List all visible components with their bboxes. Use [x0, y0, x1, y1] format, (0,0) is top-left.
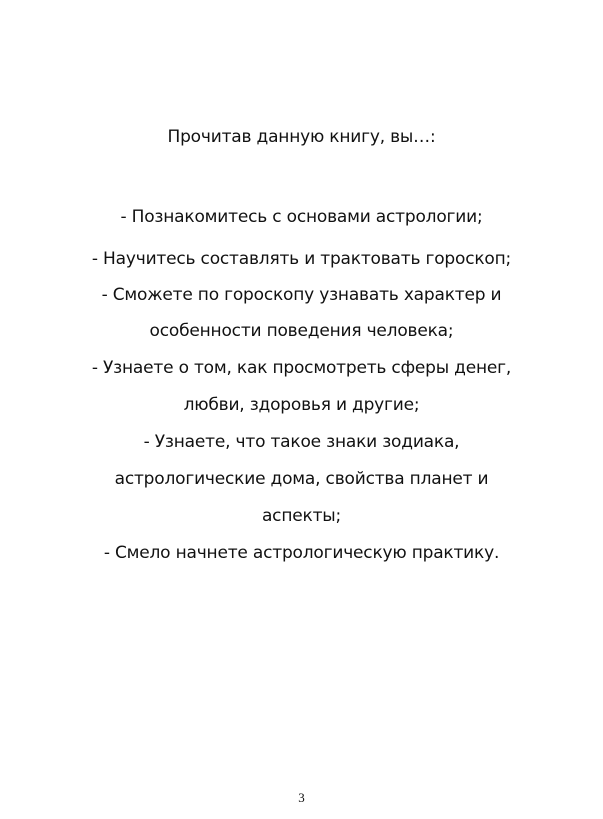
benefit-line-10: - Смело начнете астрологическую практику. [103, 543, 500, 563]
page-number: 3 [298, 790, 305, 805]
benefit-line-4: особенности поведения человека; [149, 321, 454, 341]
benefit-line-6: любви, здоровья и другие; [183, 395, 420, 415]
benefit-line-8: астрологические дома, свойства планет и [114, 469, 489, 489]
benefit-line-3: - Сможете по гороскопу узнавать характер и [101, 285, 502, 305]
benefit-line-9: аспекты; [261, 506, 342, 526]
benefit-line-2: - Научитесь составлять и трактовать гороскоп; [91, 249, 512, 269]
benefit-line-1: - Познакомитесь с основами астрологии; [120, 207, 483, 227]
benefit-line-5: - Узнаете о том, как просмотреть сферы денег, [91, 358, 512, 378]
intro-heading: Прочитав данную книгу, вы…: [167, 127, 436, 147]
benefit-line-7: - Узнаете, что такое знаки зодиака, [143, 432, 460, 452]
